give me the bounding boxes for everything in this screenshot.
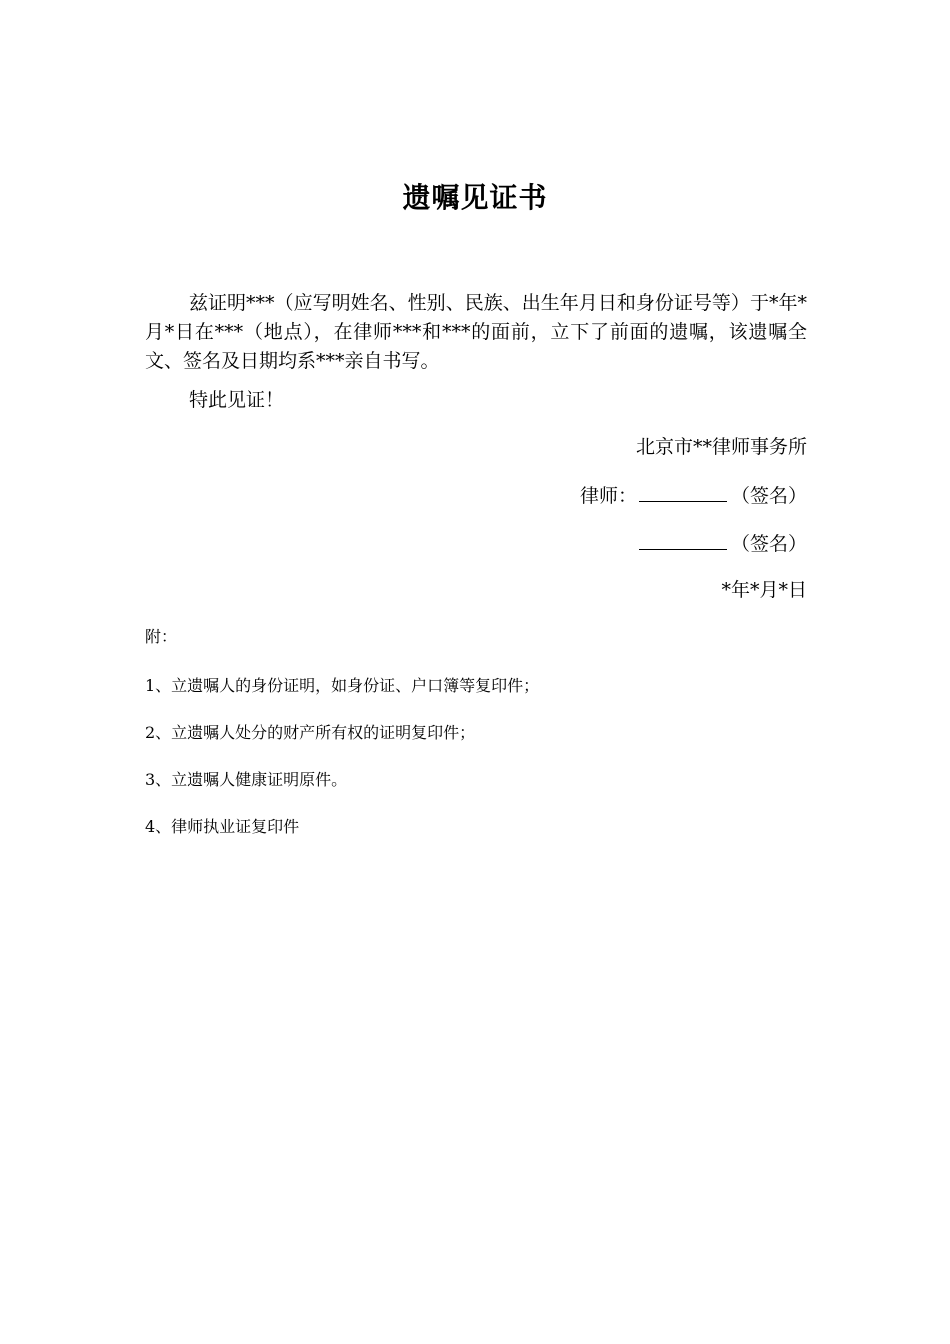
signature-note-1: （签名） (730, 485, 807, 507)
document-title: 遗嘱见证书 (402, 181, 548, 214)
witness-statement-paragraph: 兹证明***（应写明姓名、性别、民族、出生年月日和身份证号等）于*年*月*日在***（地点），在律师***和***的面前，立下了前面的遗嘱，该遗嘱全文、签名及日期均系***亲自书写。 (145, 292, 807, 372)
lawyer-signature-line (580, 481, 807, 511)
attachment-item: 3、立遗嘱人健康证明原件。 (145, 770, 348, 789)
attachments-heading: 附： (145, 627, 178, 646)
document-date: *年*月*日 (721, 579, 807, 601)
lawyer-signature-blank-1 (639, 481, 727, 502)
lawyer-signature-blank-2 (639, 529, 727, 550)
law-firm-name: 北京市**律师事务所 (635, 436, 807, 458)
attachment-item: 2、立遗嘱人处分的财产所有权的证明复印件； (145, 723, 476, 742)
witness-closing-paragraph: 特此见证！ (189, 389, 285, 411)
second-signature-line (637, 529, 807, 559)
signature-note-2: （签名） (730, 533, 807, 555)
attachment-item: 1、立遗嘱人的身份证明，如身份证、户口簿等复印件； (145, 676, 540, 695)
attachment-item: 4、律师执业证复印件 (145, 817, 300, 836)
lawyer-label: 律师： (579, 485, 637, 507)
